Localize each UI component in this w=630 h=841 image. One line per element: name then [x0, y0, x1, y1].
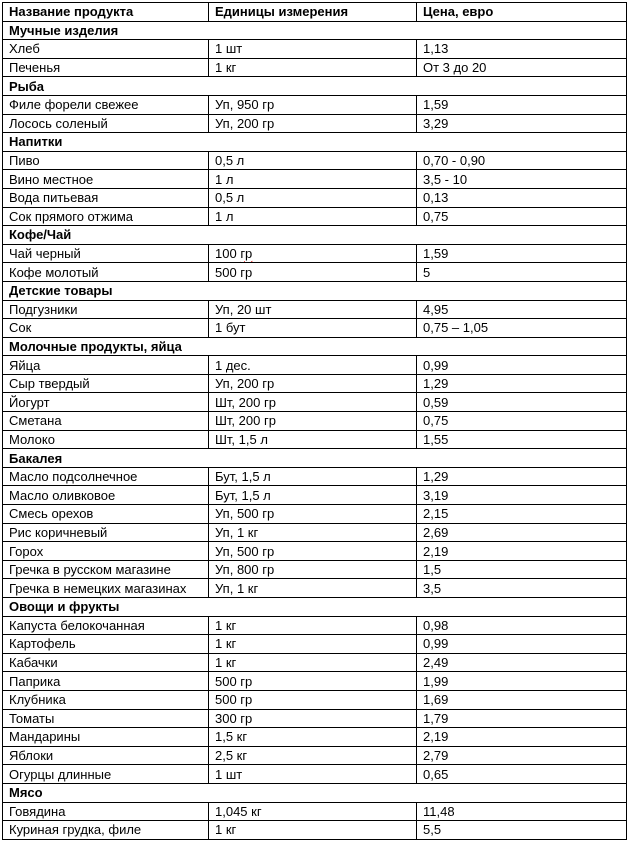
cell-unit-text: 1 кг	[215, 636, 237, 652]
cell-unit	[209, 207, 417, 226]
cell-product-name-text: Смесь орехов	[9, 506, 94, 522]
cell-price-text: 2,69	[423, 524, 449, 540]
cell-product-name-text: Чай черный	[9, 246, 81, 262]
category-row	[3, 77, 627, 96]
cell-product-name	[3, 635, 209, 654]
cell-unit	[209, 467, 417, 486]
cell-unit	[209, 672, 417, 691]
cell-price-text: 1,13	[423, 41, 449, 57]
table-row	[3, 635, 627, 654]
cell-product-name-text: Хлеб	[9, 41, 40, 57]
cell-price	[417, 746, 627, 765]
cell-product-name-text: Сыр твердый	[9, 376, 90, 392]
category-row	[3, 449, 627, 468]
cell-unit-text: Уп, 500 гр	[215, 506, 275, 522]
table-row	[3, 690, 627, 709]
cell-price-text: 3,29	[423, 115, 449, 131]
cell-price	[417, 821, 627, 840]
cell-price-text: 1,29	[423, 376, 449, 392]
cell-product-name	[3, 821, 209, 840]
cell-product-name-text: Филе форели свежее	[9, 97, 139, 113]
table-row	[3, 151, 627, 170]
cell-product-name-text: Горох	[9, 543, 44, 559]
header-product-name: Название продукта	[3, 3, 209, 22]
table-row	[3, 114, 627, 133]
cell-unit-text: 1 бут	[215, 320, 246, 336]
cell-unit-text: Уп, 950 гр	[215, 97, 275, 113]
table-row	[3, 319, 627, 338]
cell-unit-text: Шт, 1,5 л	[215, 431, 268, 447]
cell-unit	[209, 746, 417, 765]
table-row	[3, 40, 627, 59]
cell-price	[417, 505, 627, 524]
cell-price	[417, 412, 627, 431]
cell-price	[417, 486, 627, 505]
cell-product-name	[3, 412, 209, 431]
table-row	[3, 244, 627, 263]
cell-price-text: 0,59	[423, 394, 449, 410]
cell-product-name-text: Огурцы длинные	[9, 766, 112, 782]
cell-price-text: 2,49	[423, 655, 449, 671]
cell-unit	[209, 653, 417, 672]
cell-price	[417, 393, 627, 412]
cell-unit	[209, 542, 417, 561]
cell-unit	[209, 300, 417, 319]
cell-unit-text: Уп, 1 кг	[215, 580, 259, 596]
category-label: Мясо	[3, 783, 627, 802]
cell-price-text: 0,75	[423, 413, 449, 429]
cell-unit-text: 0,5 л	[215, 190, 245, 206]
cell-price	[417, 170, 627, 189]
cell-unit-text: Бут, 1,5 л	[215, 487, 271, 503]
cell-unit-text: Уп, 200 гр	[215, 376, 275, 392]
cell-product-name	[3, 505, 209, 524]
table-row	[3, 412, 627, 431]
table-row	[3, 170, 627, 189]
cell-unit-text: 500 гр	[215, 692, 253, 708]
cell-product-name-text: Яблоки	[9, 748, 54, 764]
cell-product-name	[3, 560, 209, 579]
cell-price-text: 2,19	[423, 729, 449, 745]
cell-price	[417, 709, 627, 728]
cell-unit-text: 1,045 кг	[215, 803, 262, 819]
cell-product-name-text: Капуста белокочанная	[9, 617, 145, 633]
category-label: Напитки	[3, 133, 627, 152]
cell-product-name	[3, 393, 209, 412]
cell-product-name-text: Йогурт	[9, 394, 50, 410]
table-row	[3, 523, 627, 542]
cell-price-text: 1,29	[423, 469, 449, 485]
cell-product-name-text: Мандарины	[9, 729, 81, 745]
cell-unit-text: 1 кг	[215, 60, 237, 76]
cell-price-text: 11,48	[423, 803, 455, 819]
cell-price	[417, 653, 627, 672]
category-row	[3, 783, 627, 802]
cell-unit	[209, 170, 417, 189]
cell-unit	[209, 765, 417, 784]
table-row	[3, 207, 627, 226]
cell-unit	[209, 188, 417, 207]
cell-product-name-text: Вода питьевая	[9, 190, 99, 206]
table-row	[3, 579, 627, 598]
price-table	[2, 2, 627, 840]
cell-product-name	[3, 207, 209, 226]
cell-unit-text: 1 л	[215, 171, 234, 187]
cell-unit	[209, 374, 417, 393]
category-row	[3, 226, 627, 245]
cell-unit-text: 1 шт	[215, 41, 243, 57]
cell-product-name-text: Масло оливковое	[9, 487, 116, 503]
cell-unit	[209, 728, 417, 747]
category-label: Детские товары	[3, 281, 627, 300]
cell-product-name	[3, 114, 209, 133]
cell-price-text: 1,59	[423, 97, 449, 113]
table-row	[3, 300, 627, 319]
category-row	[3, 21, 627, 40]
cell-product-name-text: Подгузники	[9, 301, 78, 317]
category-label: Мучные изделия	[3, 21, 627, 40]
cell-product-name-text: Печенья	[9, 60, 61, 76]
cell-price	[417, 319, 627, 338]
cell-price	[417, 672, 627, 691]
category-label: Кофе/Чай	[3, 226, 627, 245]
cell-unit	[209, 486, 417, 505]
cell-price	[417, 579, 627, 598]
cell-product-name	[3, 151, 209, 170]
table-row	[3, 560, 627, 579]
cell-price	[417, 542, 627, 561]
cell-unit-text: 1 кг	[215, 655, 237, 671]
cell-unit-text: 300 гр	[215, 710, 253, 726]
cell-unit-text: Уп, 20 шт	[215, 301, 272, 317]
cell-price-text: 0,75	[423, 208, 449, 224]
table-row	[3, 672, 627, 691]
cell-price-text: 5	[423, 264, 431, 280]
cell-price-text: 0,98	[423, 617, 449, 633]
cell-price-text: 0,99	[423, 636, 449, 652]
cell-unit	[209, 40, 417, 59]
cell-product-name-text: Лосось соленый	[9, 115, 108, 131]
cell-price	[417, 356, 627, 375]
cell-price-text: 2,15	[423, 506, 449, 522]
cell-product-name	[3, 653, 209, 672]
cell-price-text: 3,5	[423, 580, 442, 596]
cell-product-name	[3, 616, 209, 635]
cell-price-text: От 3 до 20	[423, 60, 487, 76]
cell-price-text: 0,65	[423, 766, 449, 782]
cell-price-text: 2,79	[423, 748, 449, 764]
cell-product-name	[3, 319, 209, 338]
cell-price	[417, 95, 627, 114]
cell-unit-text: 500 гр	[215, 673, 253, 689]
cell-price-text: 0,99	[423, 357, 449, 373]
cell-unit-text: Бут, 1,5 л	[215, 469, 271, 485]
cell-price-text: 1,69	[423, 692, 449, 708]
cell-unit-text: 1 дес.	[215, 357, 251, 373]
cell-product-name	[3, 58, 209, 77]
cell-product-name	[3, 486, 209, 505]
header-unit: Единицы измерения	[209, 3, 417, 22]
cell-product-name-text: Пиво	[9, 153, 40, 169]
category-label: Бакалея	[3, 449, 627, 468]
cell-product-name	[3, 170, 209, 189]
table-row	[3, 653, 627, 672]
cell-product-name	[3, 300, 209, 319]
table-row	[3, 542, 627, 561]
cell-unit	[209, 412, 417, 431]
cell-price	[417, 114, 627, 133]
cell-price	[417, 300, 627, 319]
cell-product-name-text: Масло подсолнечное	[9, 469, 138, 485]
cell-price-text: 0,13	[423, 190, 449, 206]
cell-price	[417, 765, 627, 784]
cell-unit-text: 1 шт	[215, 766, 243, 782]
cell-price	[417, 728, 627, 747]
cell-unit-text: Шт, 200 гр	[215, 413, 276, 429]
cell-price-text: 3,5 - 10	[423, 171, 468, 187]
table-row	[3, 486, 627, 505]
cell-price-text: 2,19	[423, 543, 449, 559]
cell-unit-text: Уп, 1 кг	[215, 524, 259, 540]
cell-product-name	[3, 709, 209, 728]
cell-product-name	[3, 728, 209, 747]
cell-unit	[209, 95, 417, 114]
cell-product-name	[3, 95, 209, 114]
cell-unit	[209, 505, 417, 524]
cell-product-name-text: Кофе молотый	[9, 264, 99, 280]
cell-unit	[209, 709, 417, 728]
cell-unit	[209, 579, 417, 598]
table-row	[3, 765, 627, 784]
cell-price	[417, 244, 627, 263]
cell-unit	[209, 802, 417, 821]
cell-product-name-text: Сок прямого отжима	[9, 208, 134, 224]
cell-unit	[209, 430, 417, 449]
cell-price	[417, 188, 627, 207]
cell-unit-text: 1,5 кг	[215, 729, 248, 745]
cell-product-name-text: Картофель	[9, 636, 76, 652]
cell-product-name	[3, 765, 209, 784]
table-row	[3, 188, 627, 207]
cell-product-name-text: Вино местное	[9, 171, 94, 187]
table-row	[3, 356, 627, 375]
table-row	[3, 709, 627, 728]
table-row	[3, 58, 627, 77]
cell-price	[417, 151, 627, 170]
cell-unit	[209, 356, 417, 375]
table-body	[3, 21, 627, 839]
cell-product-name-text: Кабачки	[9, 655, 58, 671]
cell-product-name	[3, 356, 209, 375]
cell-price	[417, 560, 627, 579]
table-row	[3, 821, 627, 840]
cell-unit-text: 0,5 л	[215, 153, 245, 169]
cell-product-name	[3, 244, 209, 263]
cell-price	[417, 802, 627, 821]
cell-unit-text: Уп, 200 гр	[215, 115, 275, 131]
table-row	[3, 467, 627, 486]
cell-product-name-text: Сок	[9, 320, 32, 336]
cell-product-name-text: Яйца	[9, 357, 41, 373]
cell-price-text: 1,99	[423, 673, 449, 689]
cell-price	[417, 58, 627, 77]
cell-product-name	[3, 188, 209, 207]
category-row	[3, 337, 627, 356]
cell-product-name	[3, 263, 209, 282]
header-price: Цена, евро	[417, 3, 627, 22]
cell-price-text: 4,95	[423, 301, 449, 317]
cell-product-name	[3, 430, 209, 449]
cell-product-name	[3, 523, 209, 542]
cell-unit-text: Уп, 800 гр	[215, 562, 275, 578]
cell-product-name-text: Клубника	[9, 692, 66, 708]
cell-unit	[209, 635, 417, 654]
category-label: Молочные продукты, яйца	[3, 337, 627, 356]
table-row	[3, 616, 627, 635]
cell-price-text: 0,75 – 1,05	[423, 320, 489, 336]
cell-product-name-text: Рис коричневый	[9, 524, 108, 540]
table-row	[3, 263, 627, 282]
cell-unit	[209, 393, 417, 412]
cell-product-name	[3, 672, 209, 691]
cell-unit	[209, 319, 417, 338]
cell-unit-text: 500 гр	[215, 264, 253, 280]
cell-product-name	[3, 802, 209, 821]
cell-unit-text: 1 л	[215, 208, 234, 224]
cell-unit	[209, 114, 417, 133]
cell-price	[417, 523, 627, 542]
category-row	[3, 281, 627, 300]
cell-product-name-text: Молоко	[9, 431, 55, 447]
cell-product-name	[3, 579, 209, 598]
cell-unit-text: 2,5 кг	[215, 748, 248, 764]
cell-unit	[209, 523, 417, 542]
cell-unit	[209, 151, 417, 170]
cell-price-text: 1,55	[423, 431, 449, 447]
spellcheck-mark: гр	[240, 246, 253, 262]
category-label: Овощи и фрукты	[3, 598, 627, 617]
cell-price-text: 0,70 - 0,90	[423, 153, 486, 169]
cell-unit	[209, 616, 417, 635]
cell-price	[417, 616, 627, 635]
cell-product-name	[3, 467, 209, 486]
table-row	[3, 728, 627, 747]
table-row	[3, 374, 627, 393]
cell-product-name-text: Гречка в немецких магазинах	[9, 580, 187, 596]
cell-unit-text: Уп, 500 гр	[215, 543, 275, 559]
cell-price-text: 1,79	[423, 710, 449, 726]
cell-unit	[209, 690, 417, 709]
cell-product-name-text: Говядина	[9, 803, 66, 819]
table-row	[3, 802, 627, 821]
cell-product-name	[3, 374, 209, 393]
cell-price-text: 1,59	[423, 246, 449, 262]
cell-product-name-text: Куриная грудка, филе	[9, 822, 142, 838]
cell-unit-text: 1 кг	[215, 617, 237, 633]
cell-product-name	[3, 542, 209, 561]
table-row	[3, 393, 627, 412]
cell-price-text: 3,19	[423, 487, 449, 503]
cell-product-name-text: Гречка в русском магазине	[9, 562, 171, 578]
cell-unit	[209, 58, 417, 77]
table-row	[3, 746, 627, 765]
cell-price-text: 1,5	[423, 562, 442, 578]
cell-price	[417, 467, 627, 486]
table-row	[3, 505, 627, 524]
cell-product-name	[3, 40, 209, 59]
cell-unit	[209, 560, 417, 579]
cell-price	[417, 263, 627, 282]
cell-product-name	[3, 746, 209, 765]
cell-price	[417, 40, 627, 59]
cell-product-name-text: Паприка	[9, 673, 61, 689]
cell-price	[417, 374, 627, 393]
cell-unit	[209, 821, 417, 840]
cell-unit	[209, 244, 417, 263]
category-row	[3, 133, 627, 152]
cell-unit-text: 1 кг	[215, 822, 237, 838]
table-row	[3, 430, 627, 449]
cell-unit-text: 100 гр	[215, 246, 253, 262]
cell-price-text: 5,5	[423, 822, 442, 838]
cell-unit-text: Шт, 200 гр	[215, 394, 276, 410]
cell-price	[417, 635, 627, 654]
cell-product-name	[3, 690, 209, 709]
cell-price	[417, 430, 627, 449]
cell-product-name-text: Сметана	[9, 413, 62, 429]
category-label: Рыба	[3, 77, 627, 96]
header-row	[3, 3, 627, 22]
cell-product-name-text: Томаты	[9, 710, 55, 726]
cell-price	[417, 690, 627, 709]
cell-unit	[209, 263, 417, 282]
category-row	[3, 598, 627, 617]
table-row	[3, 95, 627, 114]
cell-price	[417, 207, 627, 226]
